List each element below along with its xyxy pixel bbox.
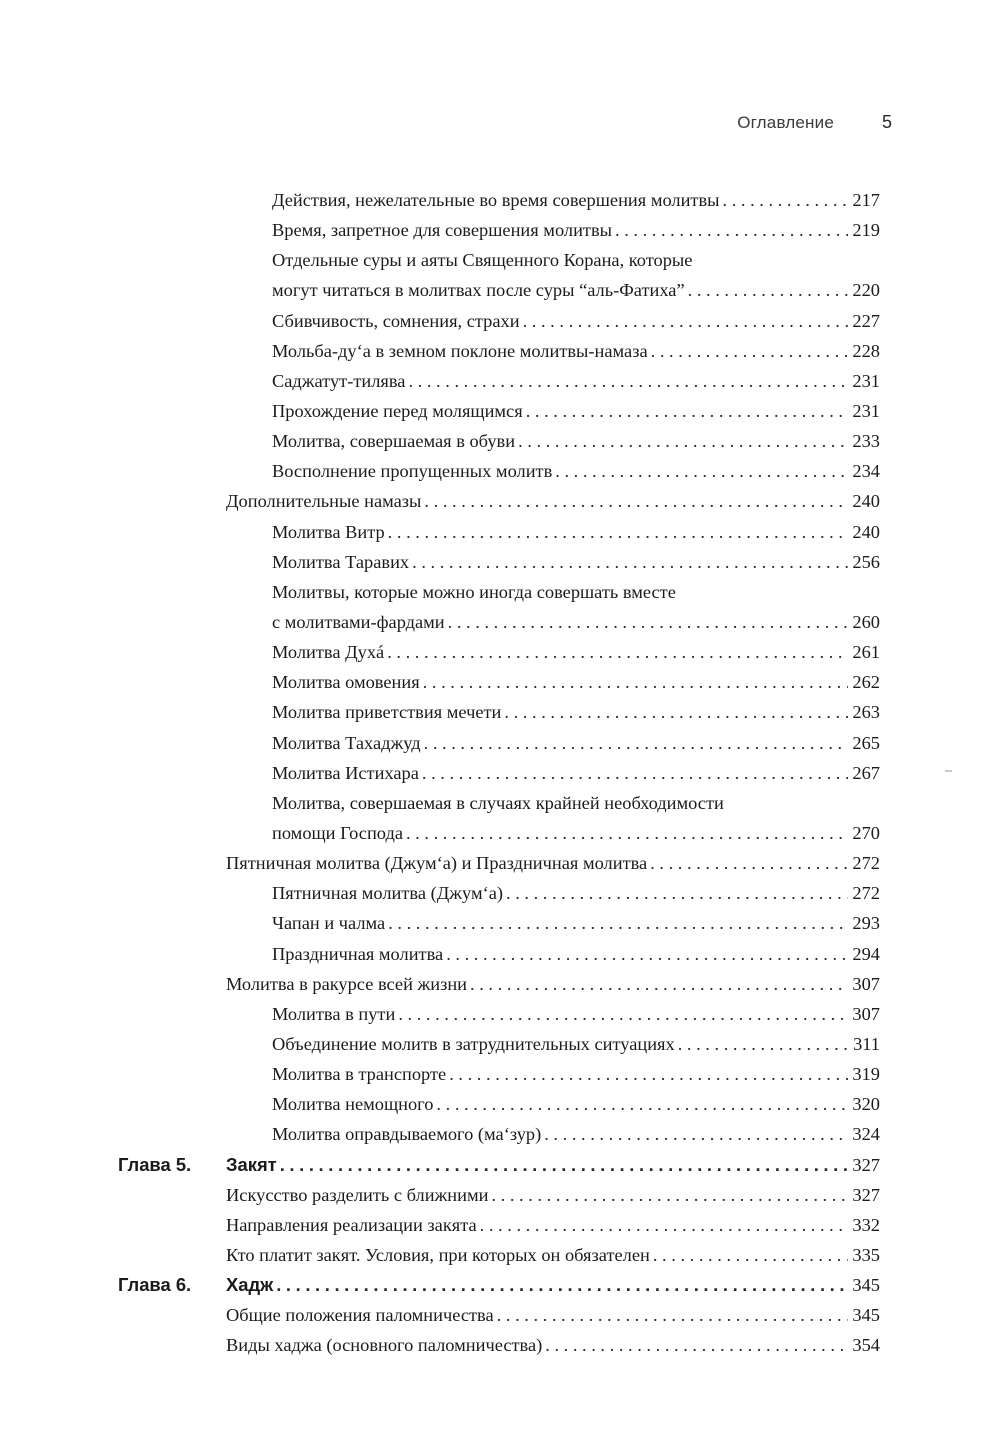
toc-entry-title: Закят (226, 1153, 277, 1175)
toc-entry-line (272, 306, 880, 336)
toc-entry-title: Молитва в транспорте (272, 1064, 447, 1085)
toc-entry-title: Молитва, совершаемая в случаях крайней необходимости (272, 792, 724, 813)
toc-entry[interactable] (0, 426, 1000, 456)
toc-entry-title: Праздничная молитва (272, 943, 444, 964)
toc-entry[interactable] (0, 1210, 1000, 1240)
toc-entry[interactable] (0, 577, 1000, 607)
chapter-number: Глава 5. (118, 1153, 192, 1175)
toc-entry-title: Молитва немощного (272, 1094, 434, 1115)
toc-entry[interactable] (0, 667, 1000, 697)
toc-entry-title: Мольба-ду‘а в земном поклоне молитвы-намаза (272, 340, 648, 361)
toc-page-number: 263 (852, 702, 880, 723)
toc-entry[interactable] (0, 275, 1000, 305)
dot-leader (409, 547, 848, 577)
toc-page-number: 260 (852, 611, 880, 632)
toc-entry[interactable] (0, 999, 1000, 1029)
dot-leader (419, 758, 848, 788)
toc-page-number: 354 (852, 1335, 880, 1356)
toc-entry-title: Молитва омовения (272, 672, 420, 693)
dot-leader (488, 1180, 848, 1210)
dot-leader (720, 185, 849, 215)
toc-entry-line (272, 637, 880, 667)
toc-entry-title: с молитвами-фардами (272, 611, 445, 632)
toc-entry[interactable] (0, 818, 1000, 848)
toc-page-number: 345 (852, 1305, 880, 1326)
toc-entry-line (226, 1240, 880, 1270)
toc-entry[interactable] (0, 939, 1000, 969)
toc-entry[interactable] (0, 908, 1000, 938)
dot-leader (395, 999, 848, 1029)
toc-page-number: 320 (852, 1094, 880, 1115)
toc-entry-title: Общие положения паломничества (226, 1305, 494, 1326)
toc-page-number: 272 (852, 883, 880, 904)
toc-entry-line (272, 1029, 880, 1059)
dot-leader (421, 728, 848, 758)
toc-entry[interactable] (0, 185, 1000, 215)
toc-entry-line (272, 517, 880, 547)
toc-page-number: 256 (852, 551, 880, 572)
toc-page-number: 217 (852, 190, 880, 210)
toc-entry-line (272, 577, 880, 607)
toc-entry[interactable] (0, 1330, 1000, 1360)
dot-leader (403, 818, 848, 848)
toc-entry-title: могут читаться в молитвах после суры “аль-Фатиха” (272, 280, 685, 301)
toc-entry[interactable] (0, 366, 1000, 396)
toc-entry[interactable] (0, 547, 1000, 577)
toc-entry-line (272, 456, 880, 486)
dot-leader (420, 667, 848, 697)
toc-page-number: 272 (852, 853, 880, 874)
toc-entry-line (226, 1210, 880, 1240)
toc-entry-title: Молитва оправдываемого (ма‘зур) (272, 1124, 542, 1145)
dot-leader (433, 1089, 848, 1119)
toc-page-number: 324 (852, 1124, 880, 1145)
toc-entry-line (272, 788, 880, 818)
dot-leader (552, 456, 848, 486)
toc-entry[interactable] (0, 1300, 1000, 1330)
toc-entry-line (272, 878, 880, 908)
toc-entry-title: Молитва Истихара (272, 762, 419, 783)
toc-page-number: 270 (852, 822, 880, 843)
dot-leader (477, 1210, 848, 1240)
toc-page-number: 294 (852, 943, 880, 964)
dot-leader (523, 396, 848, 426)
dot-leader (445, 607, 848, 637)
dot-leader (277, 1150, 848, 1180)
toc-entry[interactable] (0, 607, 1000, 637)
toc-entry-title: Действия, нежелательные во время совершения молитвы (272, 190, 720, 210)
toc-entry-title: Хадж (226, 1274, 274, 1296)
toc-entry-line (272, 728, 880, 758)
dot-leader (384, 637, 848, 667)
toc-page-number: 327 (852, 1184, 880, 1205)
toc-entry-title: Молитвы, которые можно иногда совершать вместе (272, 581, 676, 602)
toc-entry[interactable] (0, 1059, 1000, 1089)
dot-leader (494, 1300, 848, 1330)
toc-entry-title: Молитва в пути (272, 1003, 396, 1024)
toc-entry-line (272, 245, 880, 275)
toc-entry-line (272, 426, 880, 456)
toc-entry-title: Молитва Духá (272, 642, 385, 663)
toc-entry-title: Пятничная молитва (Джум‘а) и Праздничная молитва (226, 853, 648, 874)
toc-entry[interactable] (0, 1089, 1000, 1119)
dot-leader (647, 848, 848, 878)
toc-entry[interactable] (0, 1029, 1000, 1059)
toc-entry[interactable] (0, 486, 1000, 516)
toc-entry[interactable] (0, 517, 1000, 547)
toc-entry-title: Чапан и чалма (272, 913, 386, 934)
toc-entry-line (272, 607, 880, 637)
toc-page-number: 267 (852, 762, 880, 783)
toc-entry-title: Кто платит закят. Условия, при которых он обязателен (226, 1244, 650, 1265)
toc-entry-title: Молитва, совершаемая в обуви (272, 431, 516, 452)
toc-entry[interactable] (0, 1180, 1000, 1210)
toc-page-number: 345 (852, 1275, 880, 1296)
toc-page-number: 234 (852, 461, 880, 482)
toc-page-number: 265 (852, 732, 880, 753)
toc-entry[interactable] (0, 336, 1000, 366)
toc-entry-line (272, 275, 880, 305)
toc-entry[interactable] (0, 969, 1000, 999)
toc-entry-title: Сбивчивость, сомнения, страхи (272, 310, 520, 331)
toc-page-number: 307 (852, 973, 880, 994)
dot-leader (648, 336, 848, 366)
toc-entry[interactable] (0, 1119, 1000, 1149)
toc-page-number: 307 (852, 1003, 880, 1024)
dot-leader (515, 426, 848, 456)
toc-page-number: 231 (852, 370, 880, 391)
toc-page-number: 231 (852, 400, 880, 421)
toc-page-number: 240 (852, 521, 880, 542)
toc-page-number: 228 (852, 340, 880, 361)
page-number: 5 (882, 112, 893, 132)
toc-entry-title: Искусство разделить с ближними (226, 1184, 489, 1205)
toc-page-number: 219 (852, 220, 880, 241)
toc-chapter[interactable] (0, 1150, 1000, 1180)
chapter-number: Глава 6. (118, 1274, 192, 1296)
dot-leader (421, 486, 848, 516)
toc-entry-line (272, 697, 880, 727)
toc-entry[interactable] (0, 456, 1000, 486)
toc-entry[interactable] (0, 396, 1000, 426)
dot-leader (520, 306, 848, 336)
toc-page-number: 293 (852, 913, 880, 934)
toc-page-number: 227 (852, 310, 880, 331)
toc-entry-line (272, 396, 880, 426)
toc-page-number: 327 (852, 1154, 880, 1175)
dot-leader (503, 878, 848, 908)
toc-entry-line (272, 758, 880, 788)
toc-entry[interactable] (0, 878, 1000, 908)
toc-entry-title: Молитва приветствия мечети (272, 702, 502, 723)
toc-entry-line (272, 547, 880, 577)
toc-entry-title: Молитва в ракурсе всей жизни (226, 973, 468, 994)
dot-leader (612, 215, 848, 245)
toc-entry-title: Дополнительные намазы (226, 491, 422, 512)
toc-entry-line (272, 366, 880, 396)
toc-entry-line (226, 1180, 880, 1210)
toc-entry-title: Молитва Тахаджуд (272, 732, 421, 753)
toc-entry[interactable] (0, 1240, 1000, 1270)
dot-leader (541, 1119, 848, 1149)
toc-page-number: 319 (852, 1064, 880, 1085)
toc-entry-title: Пятничная молитва (Джум‘а) (272, 883, 503, 904)
toc-entry-line (272, 215, 880, 245)
toc-entry-title: Молитва Витр (272, 521, 385, 542)
toc-entry-title: помощи Господа (272, 822, 403, 843)
toc-entry-line (272, 939, 880, 969)
dot-leader (443, 939, 848, 969)
toc-entry[interactable] (0, 215, 1000, 245)
toc-entry-title: Саджатут-тилява (272, 370, 406, 391)
dot-leader (501, 697, 848, 727)
toc-entry[interactable] (0, 728, 1000, 758)
toc-entry-title: Виды хаджа (основного паломничества) (226, 1335, 543, 1356)
toc-entry-line (272, 908, 880, 938)
toc-entry[interactable] (0, 758, 1000, 788)
dot-leader (542, 1330, 848, 1360)
toc-entry-title: Время, запретное для совершения молитвы (272, 220, 612, 241)
toc-entry[interactable] (0, 245, 1000, 275)
running-head: Оглавление (737, 113, 834, 132)
dot-leader (446, 1059, 848, 1089)
toc-entry-line (272, 336, 880, 366)
toc-page-number: 233 (852, 431, 880, 452)
toc-page-number: 332 (852, 1214, 880, 1235)
dot-leader (273, 1270, 848, 1300)
toc-entry-title: Объединение молитв в затруднительных ситуациях (272, 1033, 675, 1054)
toc-entry-line (272, 185, 880, 215)
toc-chapter[interactable] (0, 1270, 1000, 1300)
toc-entry-line (272, 1059, 880, 1089)
dot-leader (675, 1029, 848, 1059)
toc-page-number: 261 (852, 642, 880, 663)
toc-entry-title: Молитва Таравих (272, 551, 410, 572)
toc-entry-line (272, 1119, 880, 1149)
table-of-contents (0, 185, 1000, 1360)
toc-page-number: 262 (852, 672, 880, 693)
dot-leader (650, 1240, 848, 1270)
toc-entry-title: Направления реализации закята (226, 1214, 477, 1235)
page-header (0, 0, 1000, 150)
dot-leader (685, 275, 848, 305)
toc-entry-line (272, 818, 880, 848)
toc-page-number: 240 (852, 491, 880, 512)
toc-entry-title: Отдельные суры и аяты Священного Корана, которые (272, 250, 693, 271)
toc-entry-line (226, 1330, 880, 1360)
toc-entry-line (226, 1300, 880, 1330)
toc-page-number: 311 (853, 1033, 880, 1054)
toc-entry-title: Восполнение пропущенных молитв (272, 461, 553, 482)
dot-leader (385, 908, 848, 938)
toc-entry-line (226, 1150, 880, 1180)
toc-entry[interactable] (0, 788, 1000, 818)
toc-entry-line (272, 667, 880, 697)
dot-leader (467, 969, 848, 999)
toc-entry[interactable] (0, 637, 1000, 667)
toc-entry[interactable] (0, 306, 1000, 336)
toc-entry-line (272, 1089, 880, 1119)
scan-mark (945, 770, 952, 772)
toc-entry-title: Прохождение перед молящимся (272, 400, 523, 421)
toc-entry[interactable] (0, 848, 1000, 878)
dot-leader (385, 517, 848, 547)
toc-entry-line (226, 486, 880, 516)
toc-page-number: 220 (852, 280, 880, 301)
toc-entry-line (226, 969, 880, 999)
dot-leader (405, 366, 848, 396)
toc-page-number: 335 (852, 1244, 880, 1265)
toc-entry-line (226, 848, 880, 878)
toc-entry[interactable] (0, 697, 1000, 727)
toc-entry-line (272, 999, 880, 1029)
toc-entry-line (226, 1270, 880, 1300)
